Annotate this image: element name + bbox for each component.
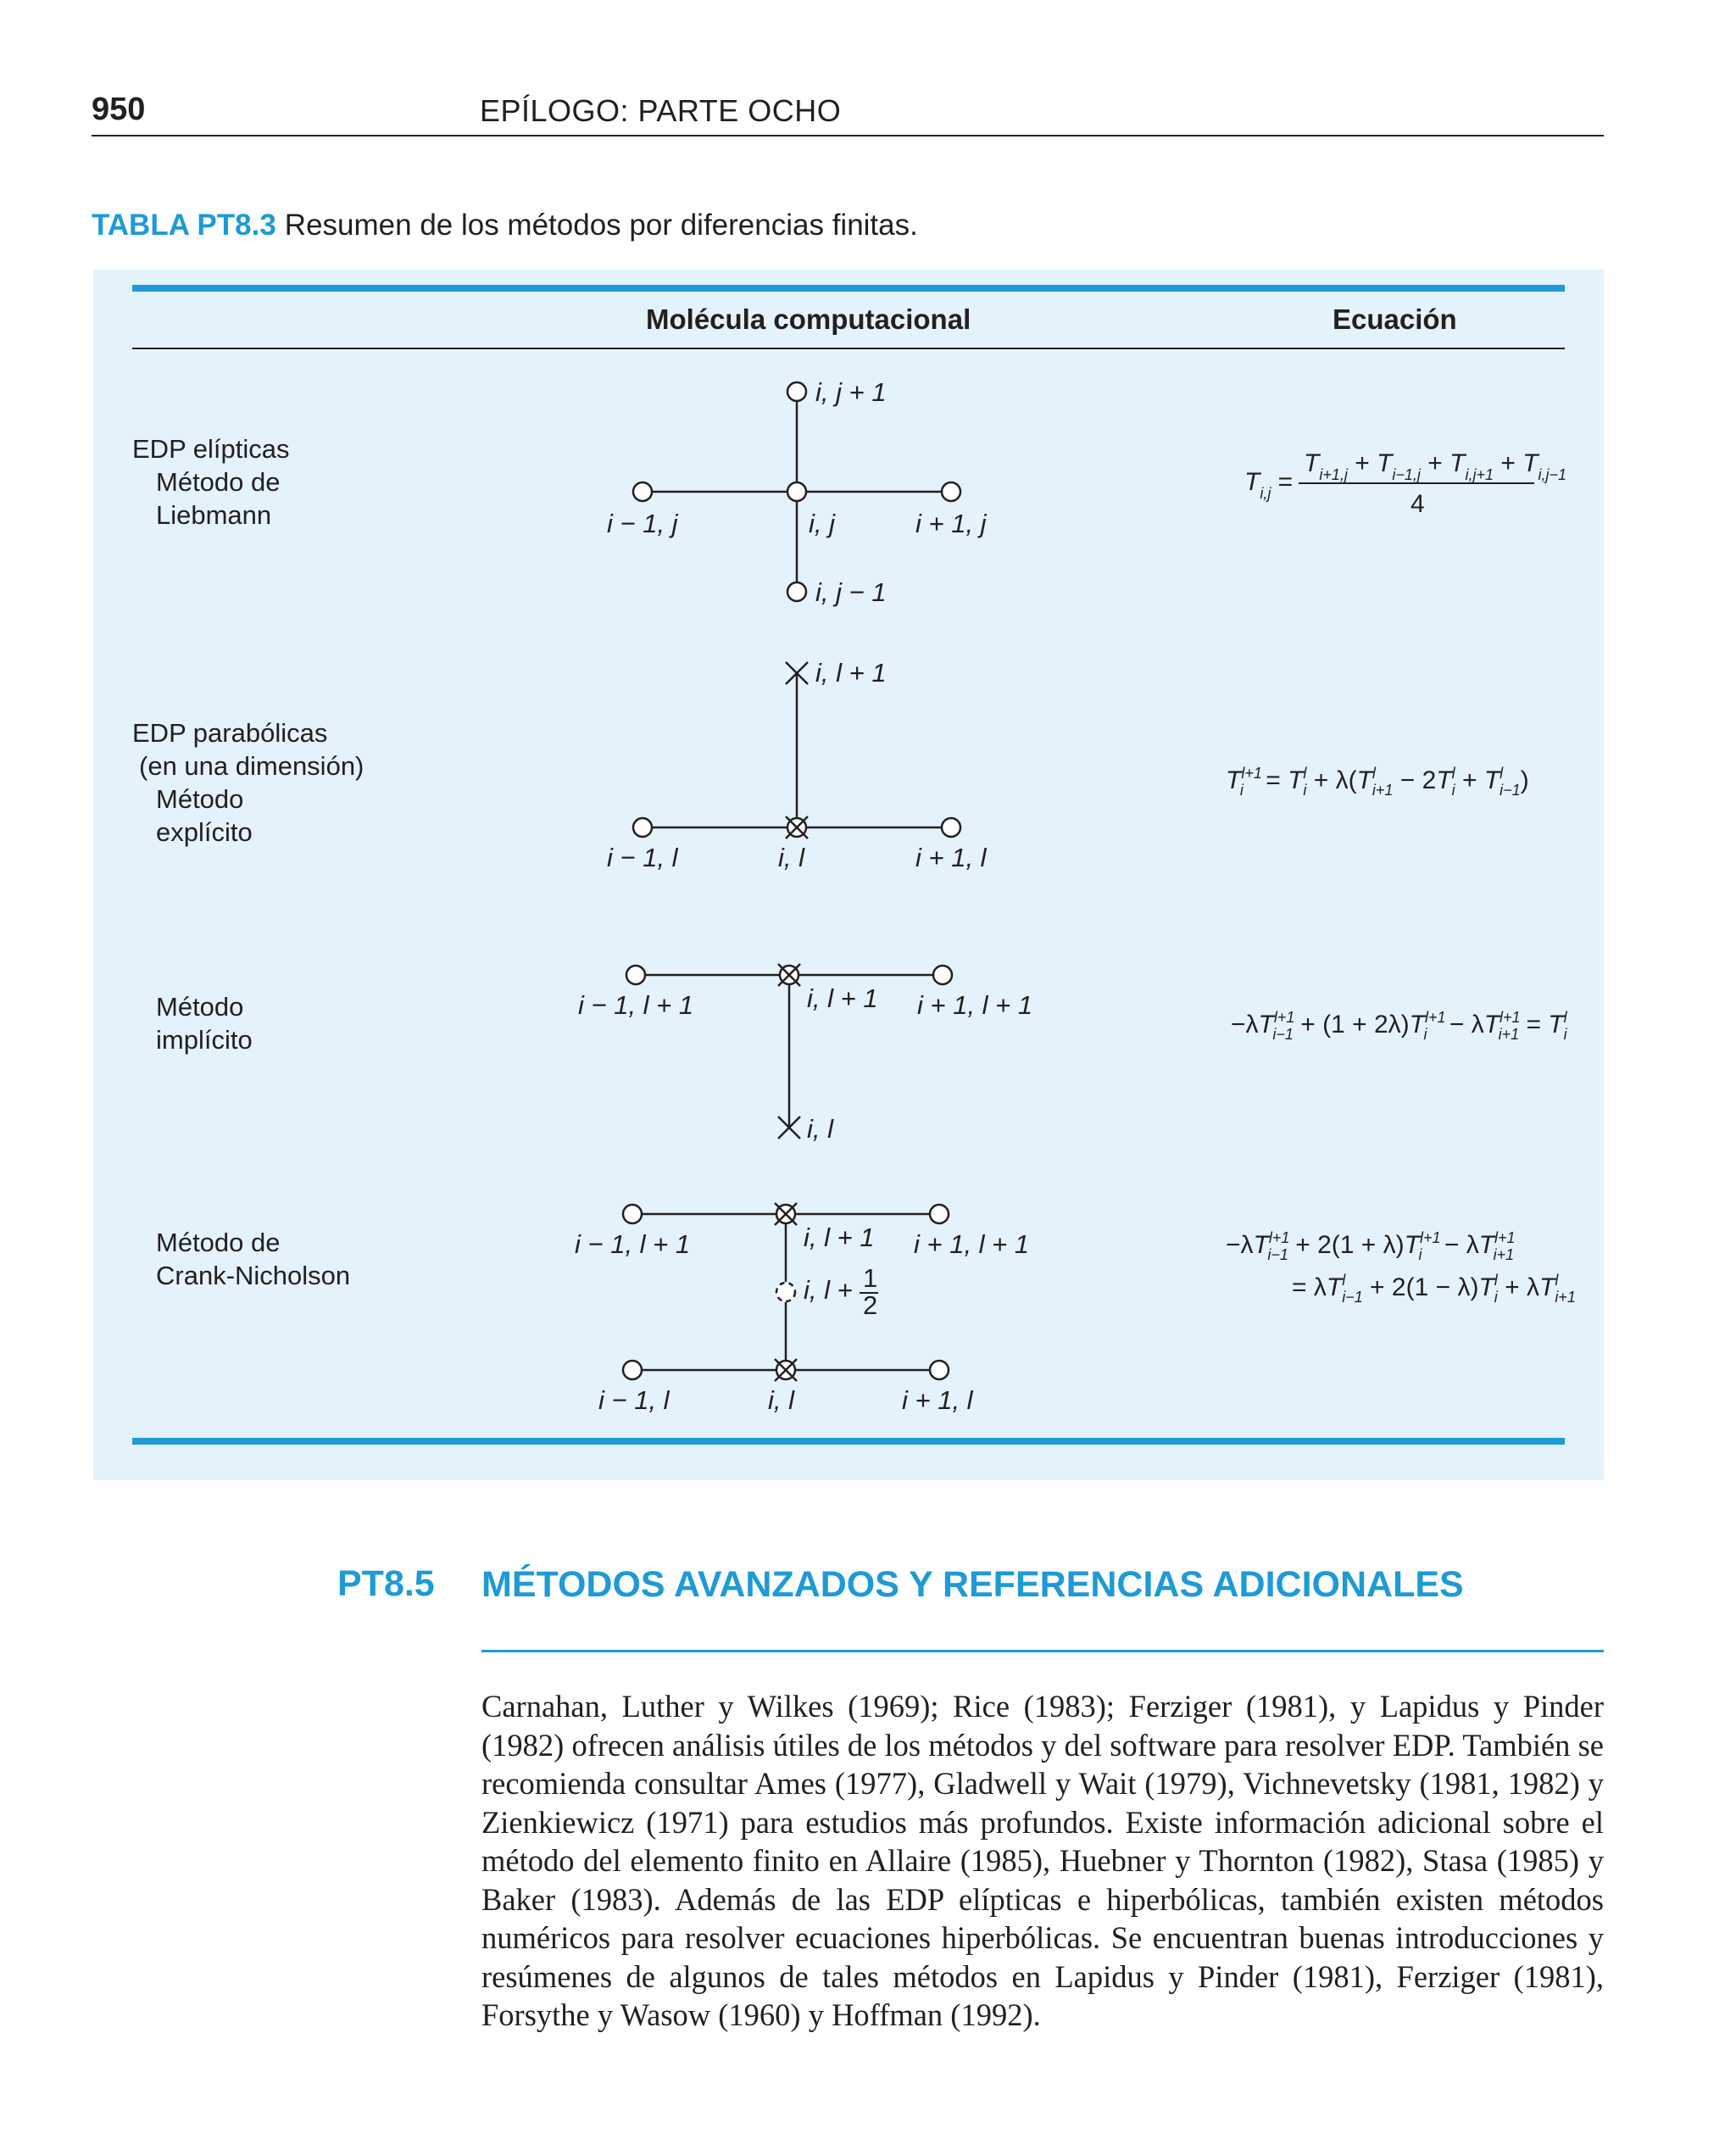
page-number: 950: [92, 92, 146, 127]
node-circle: [787, 582, 806, 601]
node-circle: [623, 1361, 642, 1379]
node-circle: [633, 482, 652, 501]
row-label-line: EDP parabólicas: [132, 718, 328, 748]
section-body: Carnahan, Luther y Wilkes (1969); Rice (1983); Ferziger (1981), y Lapidus y Pinder (1982) ofrecen análisis útiles de los métodos y del software para resolver EDP. También se recomienda consultar Ames (1977), Gladwell y Wait (1979), Vichnevetsky (1981, 1982) y Zienkiewicz (1971) para estudios más profundos. Existe información adicional sobre el método del elemento finito en Allaire (1985), Huebner y Thornton (1982), Stasa (1985) y Baker (1983). Además de las EDP elípticas e hiperbólicas, también existen métodos numéricos para resolver ecuaciones hiperbólicas. Se encuentran buenas introducciones y resúmenes de algunos de tales métodos en Lapidus y Pinder (1981), Ferziger (1981), Forsythe y Wasow (1960) y Hoffman (1992).: [481, 1689, 1604, 2032]
svg-text:−λTl+1i−1 + (1 + 2λ)Tl+1i − λT: $-\lambda T^{l+1}$ $i-1 + (1 + 2\lambda)T^{l+1}$ $i - \lambda T^{l+1}$ $i+1 = T^l$ i: [1231, 1009, 1567, 1043]
row-label-line: EDP elípticas: [132, 434, 290, 464]
equation-liebmann: [1244, 449, 1566, 502]
table-caption-label: TABLA PT8.3: [92, 209, 276, 242]
node-label: i, j − 1: [815, 577, 887, 607]
equation-implicit: [1231, 1009, 1568, 1043]
node-circle: [930, 1361, 949, 1379]
equation-explicit: [1226, 765, 1529, 799]
node-circle: [626, 966, 645, 984]
node-circle: [633, 818, 652, 837]
node-label: i − 1, l: [607, 843, 678, 872]
node-circle: [930, 1205, 949, 1223]
node-circle: [942, 482, 960, 501]
half-denominator: 2: [863, 1290, 878, 1320]
row-label-line: Crank-Nicholson: [156, 1261, 351, 1290]
node-circle: [933, 966, 952, 984]
node-circle: [942, 818, 960, 837]
node-label: i, l + 1: [804, 1223, 875, 1252]
row-label-line: explícito: [156, 817, 253, 847]
node-label: i, j + 1: [815, 377, 887, 407]
node-circle: [787, 382, 806, 401]
row-label-line: Método de: [156, 467, 281, 497]
svg-text:Ti,j =: $T_{i,j}$ =: [1244, 468, 1294, 502]
svg-text:Ti+1,j + Ti−1,j + Ti,j+1 + Ti,: $T_{i+1,j} + T_{i-1,j} + T_{i,j+1} + T_{i,j-1}$: [1304, 449, 1567, 483]
equation-crank-nicholson: [1226, 1229, 1576, 1306]
node-label: i + 1, l + 1: [914, 1229, 1030, 1259]
section-number: PT8.5: [337, 1563, 435, 1604]
column-header-equation: Ecuación: [1333, 304, 1457, 335]
svg-text:= λTli−1 + 2(1 − λ)Tli + λTli+: = $\lambda T^l$ $i-1 + 2(1 - \lambda)T^l$ $i + \lambda T^l$ i+1: [1292, 1272, 1576, 1306]
node-half-circle: [776, 1283, 795, 1301]
row-label-line: Método: [156, 992, 244, 1022]
svg-text:Tl+1i = Tli + λ(Tli+1 − 2Tli +: $T^{l+1}$ $i = T^l$ $i + \lambda(T^l$ $i+1 - 2T^l$ $i + T^l$ i−1): [1226, 765, 1529, 799]
node-label: i + 1, j: [915, 509, 987, 538]
row-label-line: Método: [156, 784, 244, 814]
section-title: MÉTODOS AVANZADOS Y REFERENCIAS ADICIONALES: [481, 1564, 1464, 1605]
row-label-line: (en una dimensión): [139, 751, 364, 781]
node-label: i, l: [778, 843, 804, 872]
node-label: i + 1, l: [915, 843, 987, 872]
row-label-line: implícito: [156, 1025, 253, 1055]
node-label: i + 1, l + 1: [917, 990, 1033, 1020]
node-label: i − 1, l: [598, 1385, 670, 1415]
node-label: i − 1, l + 1: [575, 1229, 691, 1259]
node-label: i, l +: [804, 1275, 853, 1305]
node-label: i − 1, j: [607, 509, 678, 538]
node-label: i, l + 1: [807, 983, 878, 1013]
column-header-molecule: Molécula computacional: [646, 304, 971, 335]
node-label: i, j: [809, 509, 835, 538]
node-label: i, l: [768, 1385, 794, 1415]
svg-text:−λTl+1i−1 + 2(1 + λ)Tl+1i − λT: $-\lambda T^{l+1}$ $i-1 + 2(1 + \lambda)T^{l+1}$ $i - \lambda T^{l+1}$ i+1: [1226, 1229, 1516, 1263]
node-circle: [787, 482, 806, 501]
node-label: i + 1, l: [902, 1385, 973, 1415]
table-caption-text: Resumen de los métodos por diferencias finitas.: [284, 209, 918, 242]
half-numerator: 1: [863, 1263, 878, 1293]
equation-denominator: 4: [1410, 490, 1425, 518]
row-label-line: Método de: [156, 1228, 281, 1257]
running-head: EPÍLOGO: PARTE OCHO: [480, 93, 842, 128]
section-rule: [481, 1650, 1604, 1652]
node-label: i, l: [807, 1114, 833, 1144]
node-circle: [623, 1205, 642, 1223]
node-label: i, l + 1: [815, 658, 887, 688]
row-label-line: Liebmann: [156, 500, 272, 530]
node-label: i − 1, l + 1: [578, 990, 694, 1020]
